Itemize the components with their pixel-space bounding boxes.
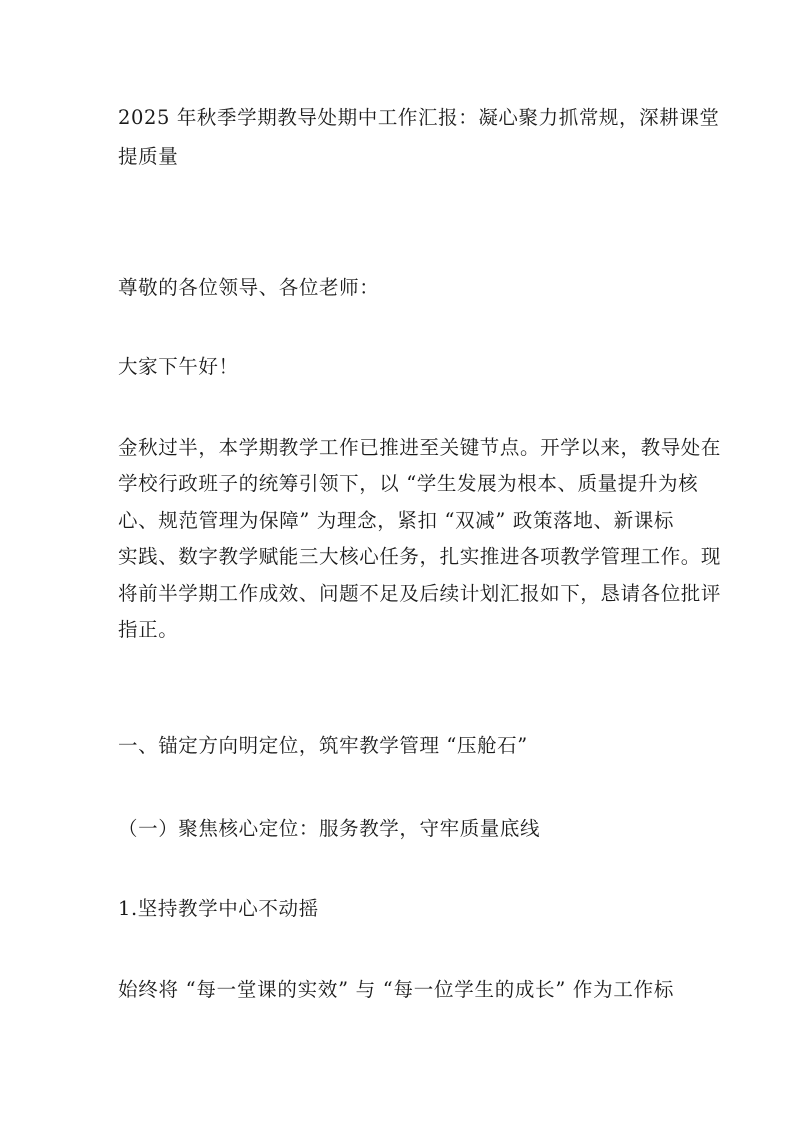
intro-paragraph-line-5: 将前半学期工作成效、问题不足及后续计划汇报如下，恳请各位批评 [118, 582, 722, 605]
item-1-body-line-1: 始终将 “每一堂课的实效” 与 “每一位学生的成长” 作为工作标 [118, 978, 674, 1001]
intro-paragraph-line-3: 心、规范管理为保障” 为理念，紧扣 “双减” 政策落地、新课标 [118, 509, 674, 532]
intro-paragraph-line-6: 指正。 [118, 618, 179, 641]
subsection-1-heading: （一）聚焦核心定位：服务教学，守牢质量底线 [118, 817, 541, 840]
intro-paragraph-line-4: 实践、数字教学赋能三大核心任务，扎实推进各项教学管理工作。现 [118, 545, 722, 568]
greeting: 大家下午好！ [118, 355, 239, 378]
section-1-heading: 一、锚定方向明定位，筑牢教学管理 “压舱石” [118, 734, 528, 757]
item-1-heading: 1.坚持教学中心不动摇 [118, 897, 319, 920]
salutation: 尊敬的各位领导、各位老师： [118, 276, 380, 299]
intro-paragraph-line-2: 学校行政班子的统筹引领下，以 “学生发展为根本、质量提升为核 [118, 472, 699, 495]
document-title-line-2: 提质量 [118, 145, 179, 168]
intro-paragraph-line-1: 金秋过半，本学期教学工作已推进至关键节点。开学以来，教导处在 [118, 436, 722, 459]
document-title-line-1: 2025 年秋季学期教导处期中工作汇报：凝心聚力抓常规，深耕课堂 [118, 106, 720, 129]
